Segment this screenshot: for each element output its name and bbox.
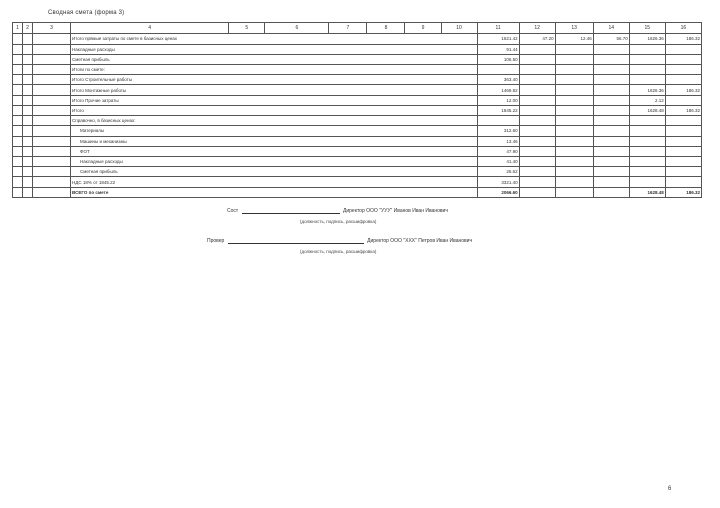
row-label: Материалы [71,126,478,136]
signature-checked-line [228,243,364,244]
value-cell-c16 [665,126,701,136]
value-cell-c13 [555,116,593,126]
empty-cell [23,105,33,115]
empty-cell [23,126,33,136]
empty-cell [33,44,71,54]
value-cell-c11: 91.44 [477,44,519,54]
signature-compiled [227,208,448,214]
column-number: 13 [555,23,593,34]
column-number: 3 [33,23,71,34]
value-cell-c11: 106.50 [477,54,519,64]
value-cell-c13: 12.46 [555,34,593,44]
column-number: 11 [477,23,519,34]
table-row [13,44,702,54]
empty-cell [13,116,23,126]
column-number: 1 [13,23,23,34]
value-cell-c15 [629,65,665,75]
value-cell-c16: 186.32 [665,85,701,95]
value-cell-c16: 186.32 [665,34,701,44]
table-row [13,126,702,136]
value-cell-c15 [629,177,665,187]
empty-cell [13,156,23,166]
table-row [13,54,702,64]
value-cell-c13 [555,177,593,187]
row-label: ФОТ [71,146,478,156]
empty-cell [13,65,23,75]
value-cell-c16 [665,177,701,187]
empty-cell [23,85,33,95]
value-cell-c13 [555,187,593,197]
value-cell-c14 [593,75,629,85]
row-label: Итого прямые затраты по смете в базисных ценах [71,34,478,44]
value-cell-c14 [593,44,629,54]
value-cell-c16 [665,156,701,166]
value-cell-c16: 186.32 [665,105,701,115]
row-label: Справочно, в базисных ценах: [71,116,478,126]
row-label: Сметная прибыль [71,54,478,64]
value-cell-c16 [665,44,701,54]
column-number: 7 [329,23,367,34]
value-cell-c11: 312.60 [477,126,519,136]
value-cell-c12 [519,54,555,64]
empty-cell [23,116,33,126]
value-cell-c12: 47.20 [519,34,555,44]
empty-cell [23,187,33,197]
value-cell-c11 [477,116,519,126]
value-cell-c11: 26.62 [477,167,519,177]
value-cell-c12 [519,146,555,156]
value-cell-c15 [629,116,665,126]
table-row [13,136,702,146]
value-cell-c14 [593,167,629,177]
table-row [13,85,702,95]
empty-cell [23,146,33,156]
column-number: 16 [665,23,701,34]
value-cell-c16 [665,95,701,105]
empty-cell [33,34,71,44]
signature-compiled-label: Сост [227,208,239,214]
table-row [13,177,702,187]
value-cell-c11: 3321.40 [477,177,519,187]
column-number: 6 [265,23,329,34]
value-cell-c11: 1469.82 [477,85,519,95]
empty-cell [13,75,23,85]
signature-compiled-position: Директор ООО "УУУ" Иванов Иван Иванович [342,208,448,214]
empty-cell [33,146,71,156]
empty-cell [13,126,23,136]
signature-checked-label: Провер [207,238,225,244]
row-label: Сметная прибыль [71,167,478,177]
row-label: Машины и механизмы [71,136,478,146]
value-cell-c15 [629,156,665,166]
table-row [13,75,702,85]
empty-cell [33,95,71,105]
empty-cell [33,177,71,187]
empty-cell [23,54,33,64]
column-number: 15 [629,23,665,34]
empty-cell [33,65,71,75]
value-cell-c14 [593,156,629,166]
empty-cell [33,105,71,115]
empty-cell [13,44,23,54]
empty-cell [13,146,23,156]
empty-cell [13,136,23,146]
column-number: 2 [23,23,33,34]
value-cell-c15 [629,146,665,156]
empty-cell [13,85,23,95]
row-label: Итого Прочие затраты [71,95,478,105]
value-cell-c16 [665,75,701,85]
empty-cell [33,136,71,146]
row-label: Накладные расходы [71,44,478,54]
column-number: 4 [71,23,229,34]
value-cell-c14 [593,54,629,64]
value-cell-c14 [593,95,629,105]
empty-cell [13,34,23,44]
signature-compiled-caption: (должность, подпись, расшифровка) [300,219,377,224]
value-cell-c12 [519,105,555,115]
value-cell-c15 [629,54,665,64]
value-cell-c16: 186.32 [665,187,701,197]
table-row [13,167,702,177]
signature-checked-caption: (должность, подпись, расшифровка) [300,249,377,254]
empty-cell [23,167,33,177]
value-cell-c11: 1845.22 [477,105,519,115]
value-cell-c14 [593,187,629,197]
empty-cell [23,177,33,187]
value-cell-c14 [593,105,629,115]
row-label: Итого Монтажные работы [71,85,478,95]
empty-cell [13,167,23,177]
value-cell-c13 [555,85,593,95]
value-cell-c12 [519,187,555,197]
value-cell-c16 [665,116,701,126]
value-cell-c16 [665,136,701,146]
table-row [13,156,702,166]
row-label: Итого [71,105,478,115]
empty-cell [23,65,33,75]
value-cell-c11 [477,65,519,75]
signature-checked-position: Директор ООО "ХХХ" Петров Иван Иванович [367,238,473,244]
value-cell-c14 [593,126,629,136]
page-number: 6 [668,486,672,492]
empty-cell [13,187,23,197]
value-cell-c16 [665,65,701,75]
value-cell-c13 [555,167,593,177]
empty-cell [23,34,33,44]
value-cell-c15: 1628.48 [629,187,665,197]
value-cell-c15: 2.12 [629,95,665,105]
value-cell-c12 [519,65,555,75]
table-row [13,95,702,105]
value-cell-c14 [593,136,629,146]
table-total-row [13,187,702,197]
table-row [13,146,702,156]
empty-cell [33,54,71,64]
signature-compiled-line [242,213,340,214]
value-cell-c15: 1626.36 [629,85,665,95]
table-header-row [13,23,702,34]
empty-cell [33,75,71,85]
value-cell-c11: 12.00 [477,95,519,105]
value-cell-c11: 2066.60 [477,187,519,197]
value-cell-c15 [629,167,665,177]
value-cell-c14: 56.70 [593,34,629,44]
value-cell-c11: 1621.42 [477,34,519,44]
value-cell-c12 [519,177,555,187]
value-cell-c11: 13.46 [477,136,519,146]
value-cell-c13 [555,156,593,166]
value-cell-c15 [629,126,665,136]
empty-cell [23,156,33,166]
column-number: 14 [593,23,629,34]
value-cell-c15: 1626.36 [629,34,665,44]
value-cell-c14 [593,65,629,75]
value-cell-c12 [519,75,555,85]
empty-cell [33,187,71,197]
value-cell-c14 [593,85,629,95]
empty-cell [23,136,33,146]
value-cell-c11: 363.40 [477,75,519,85]
table-row [13,65,702,75]
value-cell-c13 [555,136,593,146]
estimate-table [12,22,702,198]
value-cell-c13 [555,54,593,64]
value-cell-c11: 47.90 [477,146,519,156]
value-cell-c16 [665,146,701,156]
row-label: НДС 18% от 1845.22 [71,177,478,187]
column-number: 10 [441,23,477,34]
row-label: ВСЕГО по смете [71,187,478,197]
column-number: 12 [519,23,555,34]
value-cell-c15 [629,75,665,85]
value-cell-c11: 41.40 [477,156,519,166]
value-cell-c12 [519,167,555,177]
value-cell-c13 [555,105,593,115]
document-title: Сводная смета (форма 3) [48,10,125,16]
empty-cell [13,177,23,187]
table-row [13,34,702,44]
value-cell-c13 [555,126,593,136]
empty-cell [13,95,23,105]
value-cell-c13 [555,65,593,75]
empty-cell [13,54,23,64]
empty-cell [33,156,71,166]
value-cell-c12 [519,116,555,126]
column-number: 5 [229,23,265,34]
value-cell-c15 [629,44,665,54]
value-cell-c15 [629,136,665,146]
column-number: 8 [367,23,405,34]
table-row [13,116,702,126]
value-cell-c12 [519,85,555,95]
value-cell-c12 [519,156,555,166]
value-cell-c14 [593,177,629,187]
value-cell-c14 [593,146,629,156]
value-cell-c13 [555,95,593,105]
empty-cell [33,126,71,136]
value-cell-c16 [665,54,701,64]
row-label: Итого Строительные работы [71,75,478,85]
empty-cell [33,167,71,177]
empty-cell [23,75,33,85]
value-cell-c13 [555,146,593,156]
value-cell-c12 [519,95,555,105]
empty-cell [33,85,71,95]
empty-cell [23,95,33,105]
empty-cell [33,116,71,126]
row-label: Итоги по смете: [71,65,478,75]
row-label: Накладные расходы [71,156,478,166]
value-cell-c12 [519,126,555,136]
empty-cell [13,105,23,115]
table-row [13,105,702,115]
column-number: 9 [405,23,441,34]
value-cell-c12 [519,136,555,146]
value-cell-c15: 1628.48 [629,105,665,115]
value-cell-c12 [519,44,555,54]
value-cell-c16 [665,167,701,177]
value-cell-c14 [593,116,629,126]
value-cell-c13 [555,44,593,54]
signature-checked [207,238,472,244]
empty-cell [23,44,33,54]
value-cell-c13 [555,75,593,85]
